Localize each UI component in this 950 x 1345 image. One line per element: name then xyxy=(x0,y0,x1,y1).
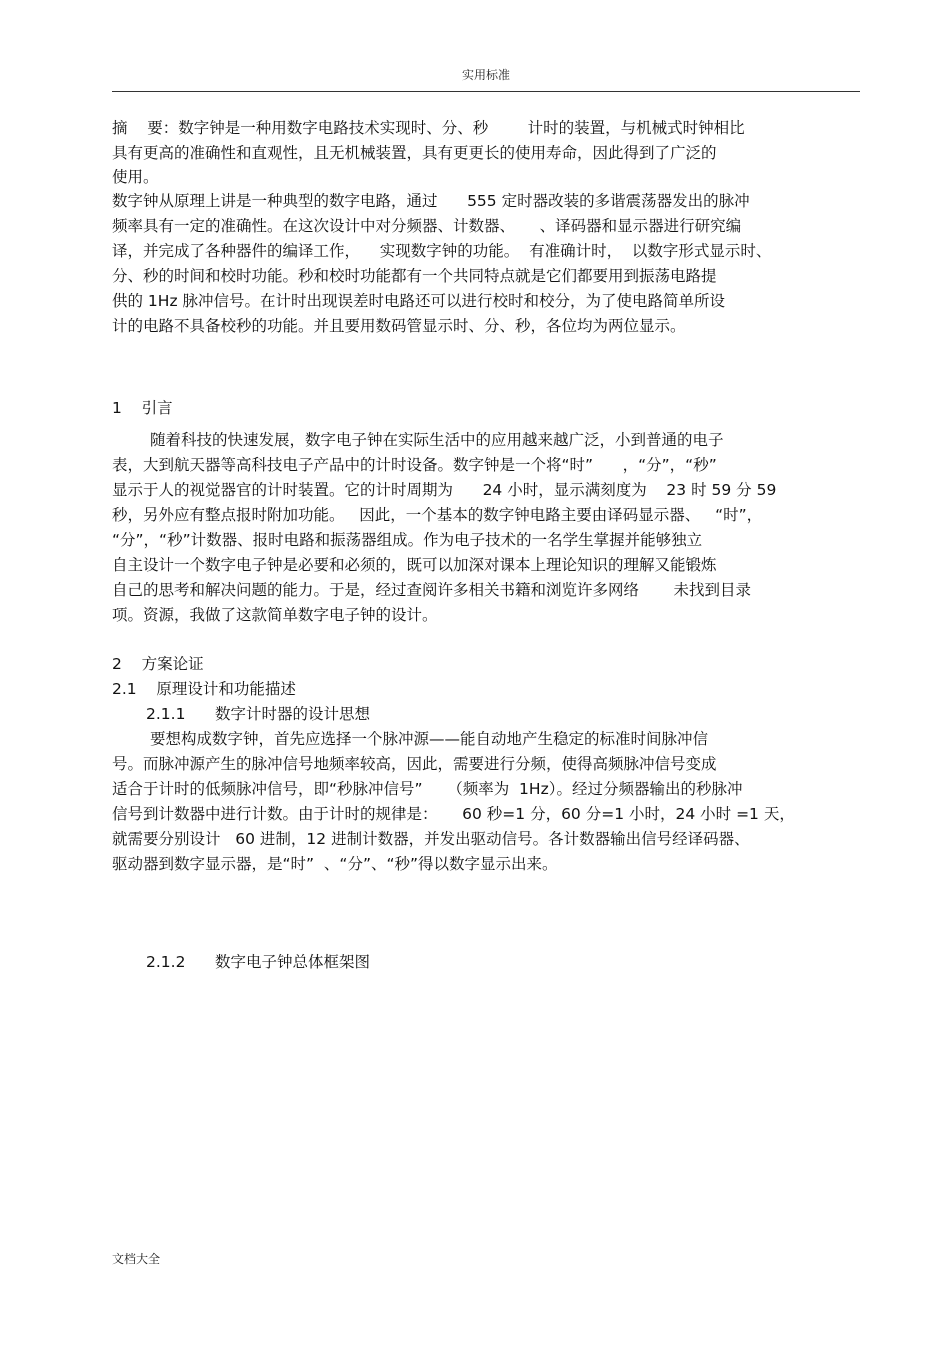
paragraph-line: 表，大到航天器等高科技电子产品中的计时设备。数字钟是一个将“时” ，“分”，“秒” xyxy=(112,456,717,474)
paragraph-line: 适合于计时的低频脉冲信号，即“秒脉冲信号” （频率为 1Hz）。经过分频器输出的秒脉冲 xyxy=(112,780,743,798)
abstract-line: 数字钟从原理上讲是一种典型的数字电路，通过 555 定时器改装的多谐震荡器发出的脉冲 xyxy=(112,192,750,210)
subsubsection-heading: 2.1.1 数字计时器的设计思想 xyxy=(146,705,371,723)
paragraph-line: 自己的思考和解决问题的能力。于是，经过查阅许多相关书籍和浏览许多网络 未找到目录 xyxy=(112,581,751,599)
abstract-line: 计的电路不具备校秒的功能。并且要用数码管显示时、分、秒，各位均为两位显示。 xyxy=(112,317,686,335)
abstract-line: 供的 1Hz 脉冲信号。在计时出现误差时电路还可以进行校时和校分，为了使电路简单所设 xyxy=(112,292,726,310)
abstract-line: 译，并完成了各种器件的编译工作， 实现数字钟的功能。 有准确计时， 以数字形式显示时、 xyxy=(112,242,772,260)
figure-heading: 2.1.2 数字电子钟总体框架图 xyxy=(146,953,371,971)
paragraph-line: 显示于人的视觉器官的计时装置。它的计时周期为 24 小时，显示满刻度为 23 时 59 分 59 xyxy=(112,481,777,499)
paragraph-line: 要想构成数字钟，首先应选择一个脉冲源——能自动地产生稳定的标准时间脉冲信 xyxy=(150,730,709,748)
paragraph-line: 项。资源，我做了这款简单数字电子钟的设计。 xyxy=(112,606,438,624)
paragraph-line: 驱动器到数字显示器，是“时” 、“分”、“秒”得以数字显示出来。 xyxy=(112,855,558,873)
paragraph-line: 就需要分别设计 60 进制，12 进制计数器，并发出驱动信号。各计数器输出信号经译码器、 xyxy=(112,830,750,848)
abstract-line: 摘 要：数字钟是一种用数字电路技术实现时、分、秒 计时的装置，与机械式时钟相比 xyxy=(112,119,745,137)
paragraph-line: 自主设计一个数字电子钟是必要和必须的，既可以加深对课本上理论知识的理解又能锻炼 xyxy=(112,556,717,574)
header-rule xyxy=(112,91,860,92)
page-header: 实用标准 xyxy=(461,68,510,82)
abstract-line: 使用。 xyxy=(112,168,159,186)
paragraph-line: 号。而脉冲源产生的脉冲信号地频率较高，因此，需要进行分频，使得高频脉冲信号变成 xyxy=(112,755,717,773)
paragraph-line: “分”，“秒”计数器、报时电路和振荡器组成。作为电子技术的一名学生掌握并能够独立 xyxy=(112,531,703,549)
page-footer: 文档大全 xyxy=(112,1252,161,1266)
subsection-heading: 2.1 原理设计和功能描述 xyxy=(112,680,296,698)
paragraph-line: 信号到计数器中进行计数。由于计时的规律是： 60 秒=1 分，60 分=1 小时，24 小时 =1 天， xyxy=(112,805,795,823)
abstract-line: 具有更高的准确性和直观性，且无机械装置，具有更更长的使用寿命，因此得到了广泛的 xyxy=(112,144,717,162)
paragraph-line: 随着科技的快速发展，数字电子钟在实际生活中的应用越来越广泛，小到普通的电子 xyxy=(150,431,724,449)
section-heading: 2 方案论证 xyxy=(112,655,204,673)
paragraph-line: 秒，另外应有整点报时附加功能。 因此，一个基本的数字钟电路主要由译码显示器、 “时”， xyxy=(112,506,763,524)
section-heading: 1 引言 xyxy=(112,399,173,417)
abstract-line: 分、秒的时间和校时功能。秒和校时功能都有一个共同特点就是它们都要用到振荡电路提 xyxy=(112,267,717,285)
abstract-line: 频率具有一定的准确性。在这次设计中对分频器、计数器、 、译码器和显示器进行研究编 xyxy=(112,217,742,235)
